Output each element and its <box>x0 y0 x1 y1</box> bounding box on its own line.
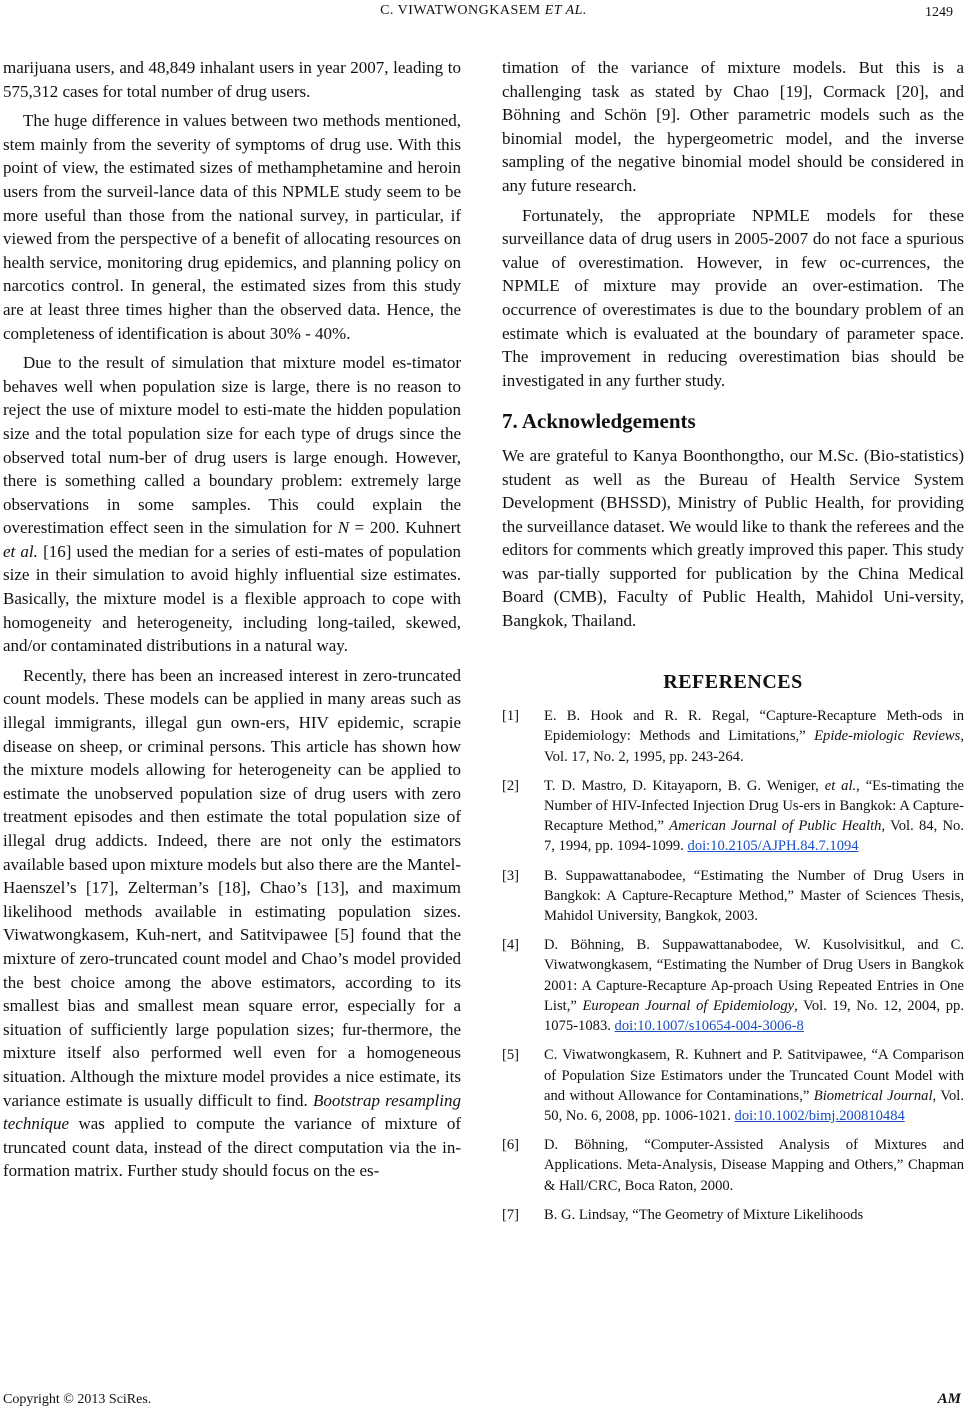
text-run: = 200. Kuhnert <box>349 518 461 538</box>
et-al: et al. <box>824 777 857 794</box>
page-header <box>0 3 967 25</box>
page-footer <box>0 1390 967 1414</box>
reference-number: [7] <box>502 1206 520 1223</box>
reference-item <box>502 1135 964 1196</box>
reference-item <box>502 935 964 1036</box>
reference-number: [6] <box>502 1137 520 1154</box>
reference-item <box>502 866 964 927</box>
left-column <box>3 56 461 1189</box>
running-head-authors: C. VIWATWONGKASEM <box>380 3 541 18</box>
text-run: , Vol. 17, No. 2, 1995, pp. 243-264. <box>544 728 964 765</box>
references-heading: REFERENCES <box>663 670 803 693</box>
paragraph <box>3 351 461 658</box>
text-run: D. Böhning, “Computer-Assisted Analysis of Mixtures and Applications. Meta-Analysis, Disease Mapping and Others,” Chapman & Hall/CRC, Boca Raton, 2000. <box>544 1137 964 1194</box>
italic-term: Bootstrap resampling technique <box>3 1090 462 1134</box>
running-head <box>0 3 967 19</box>
right-column <box>502 56 964 1234</box>
reference-item <box>502 706 964 767</box>
reference-number: [2] <box>502 777 520 794</box>
paragraph: timation of the variance of mixture models. But this is a challenging task as stated by Chao [19], Cormack [20], and Böhning and Schön [9]. Other parametric models such as the binomial model, the hypergeometric model, and the inverse sampling of the negative binomial model should be considered in any future research. <box>502 58 964 195</box>
journal-name: Biometrical Journal <box>813 1087 933 1104</box>
reference-number: [5] <box>502 1047 520 1064</box>
text-run: , Vol. 19, No. 12, 2004, pp. 1075-1083. <box>544 997 964 1035</box>
text-run: Recently, there has been an increased interest in zero-truncated count models. These models can be applied in many areas such as illegal immigrants, illegal gun own-ers, HIV epidemic, scrapie disease on sheep, or criminal persons. This article has shown how the mixture models allowing for heterogeneity can be applied to estimate the unobserved population size of drug users with zero treatment episodes and then estimate the total population size of illegal drug addicts. Indeed, there are not only the estimators available based upon mixture models but also there are the Mantel-Haenszel’s [17], Zelterman’s [18], Chao’s [13], and maximum likelihood methods available in estimating population sizes. Viwatwongkasem, Kuh-nert, and Satitvipawee [5] found that the mixture of zero-truncated count model and Chao’s model provided the best choice among the above estimators, according to its smallest bias and smallest mean square error, especially for a situation of sufficiently large population sizes; fur-thermore, the mixture itself also performed well even for a homogeneous situation. Although the mixture model provides a nice estimate, its variance estimate is usually difficult to find. <box>3 665 461 1110</box>
doi-link[interactable]: doi:10.2105/AJPH.84.7.1094 <box>687 838 859 855</box>
text-run: Due to the result of simulation that mixture model es-timator behaves well when population size is large, there is no reason to reject the use of mixture model to esti-mate the hidden population size and the total population size for each type of drugs since the observed total num-ber of drug users is large enough. However, there is something called a boundary problem: extremely large observations in some samples. This could explain the overestimation effect seen in the simulation for <box>3 353 461 538</box>
doi-link[interactable]: doi:10.1002/bimj.200810484 <box>734 1107 905 1124</box>
reference-list <box>502 706 964 1225</box>
paragraph: The huge difference in values between two methods mentioned, stem mainly from the severity of symptoms of drug use. With this point of view, the estimated sizes of methamphetamine and heroin users from the surveil-lance data of this NPMLE study seem to be more useful than those from the national survey, in particular, if viewed from the perspective of a benefit of allocating resources on health service, monitoring drug epidemics, and planning policy on narcotics control. In general, the estimated sizes from this study are at least three times higher than the observed data. Hence, the completeness of identification is about 30% - 40%. <box>3 111 461 343</box>
text-run: D. Böhning, B. Suppawattanabodee, W. Kusolvisitkul, and C. Viwatwongkasem, “Estimating the Number of Drug Users in Bangkok 2001: A Capture-Recapture Ap-proach Using Repeated Entries in One List,” <box>544 937 964 1014</box>
paragraph: Fortunately, the appropriate NPMLE models for these surveillance data of drug users in 2005-2007 do not face a spurious value of overestimation. However, in few oc-currences, the NPMLE of mixture may provide an over-estimation. The occurrence of overestimates is due to the boundary problem of an estimate which is evaluated at the boundary of parameter space. The improvement in reducing overestimation bias should be investigated in any further study. <box>502 205 964 390</box>
journal-name: European Journal of Epidemiology <box>582 997 795 1014</box>
text-run: B. G. Lindsay, “The Geometry of Mixture Likelihoods <box>544 1206 864 1223</box>
reference-item <box>502 1045 964 1126</box>
text-run: C. Viwatwongkasem, R. Kuhnert and P. Satitvipawee, “A Comparison of Population Size Estimators under the Truncated Count Model with and without Allowance for Contaminations,” <box>544 1047 964 1104</box>
copyright-notice: Copyright © 2013 SciRes. <box>3 1392 152 1407</box>
reference-number: [1] <box>502 708 520 725</box>
reference-number: [3] <box>502 867 520 884</box>
text-run: T. D. Mastro, D. Kitayaporn, B. G. Weniger, <box>544 777 825 794</box>
journal-name: American Journal of Public Health <box>669 818 882 835</box>
journal-name: Epide-miologic Reviews <box>814 728 961 745</box>
journal-abbreviation: AM <box>937 1391 961 1407</box>
section-heading-acknowledgements: 7. Acknowledgements <box>502 409 696 434</box>
paragraph <box>3 664 461 1183</box>
et-al: et al. <box>3 541 38 561</box>
reference-item <box>502 776 964 857</box>
text-run: , Vol. 84, No. 7, 1994, pp. 1094-1099. <box>544 818 964 855</box>
page-number: 1249 <box>925 5 953 20</box>
running-head-etal: ET AL. <box>544 3 587 18</box>
text-run: B. Suppawattanabodee, “Estimating the Number of Drug Users in Bangkok: A Capture-Recapture Method,” Master of Sciences Thesis, Mahidol University, Bangkok, 2003. <box>544 867 964 925</box>
reference-number: [4] <box>502 937 520 954</box>
variable-n: N <box>337 518 350 538</box>
acknowledgements-text: We are grateful to Kanya Boonthongtho, our M.Sc. (Bio-statistics) student as well as the Bureau of Health Service System Development (BHSSD), Ministry of Public Health, for providing the surveillance dataset. We would like to thank the referees and the editors for comments which greatly improved this paper. This study was par-tially supported for publication by the China Medical Board (CMB), Faculty of Public Health, Mahidol Uni-versity, Bangkok, Thailand. <box>502 445 964 631</box>
paragraph: marijuana users, and 48,849 inhalant users in year 2007, leading to 575,312 cases for total number of drug users. <box>3 58 461 101</box>
doi-link[interactable]: doi:10.1007/s10654-004-3006-8 <box>614 1018 804 1035</box>
reference-item <box>502 1205 964 1225</box>
text-run: [16] used the median for a series of esti-mates of population size in their simulation to avoid highly influential size estimates. Basically, the mixture model is a flexible approach to cope with homogeneity and heterogeneity, including long-tailed, skewed, and/or contaminated distributions in a natural way. <box>3 541 461 656</box>
text-run: E. B. Hook and R. R. Regal, “Capture-Recapture Meth-ods in Epidemiology: Methods and Limitations,” <box>544 708 964 745</box>
text-run: , “Es-timating the Number of HIV-Infected Injection Drug Us-ers in Bangkok: A Capture-Recapture Method,” <box>544 777 964 835</box>
text-run: was applied to compute the variance of mixture of truncated count data, instead of the direct computation via the in-formation matrix. Further study should focus on the es- <box>3 1114 461 1181</box>
text-run: , Vol. 50, No. 6, 2008, pp. 1006-1021. <box>544 1087 964 1124</box>
